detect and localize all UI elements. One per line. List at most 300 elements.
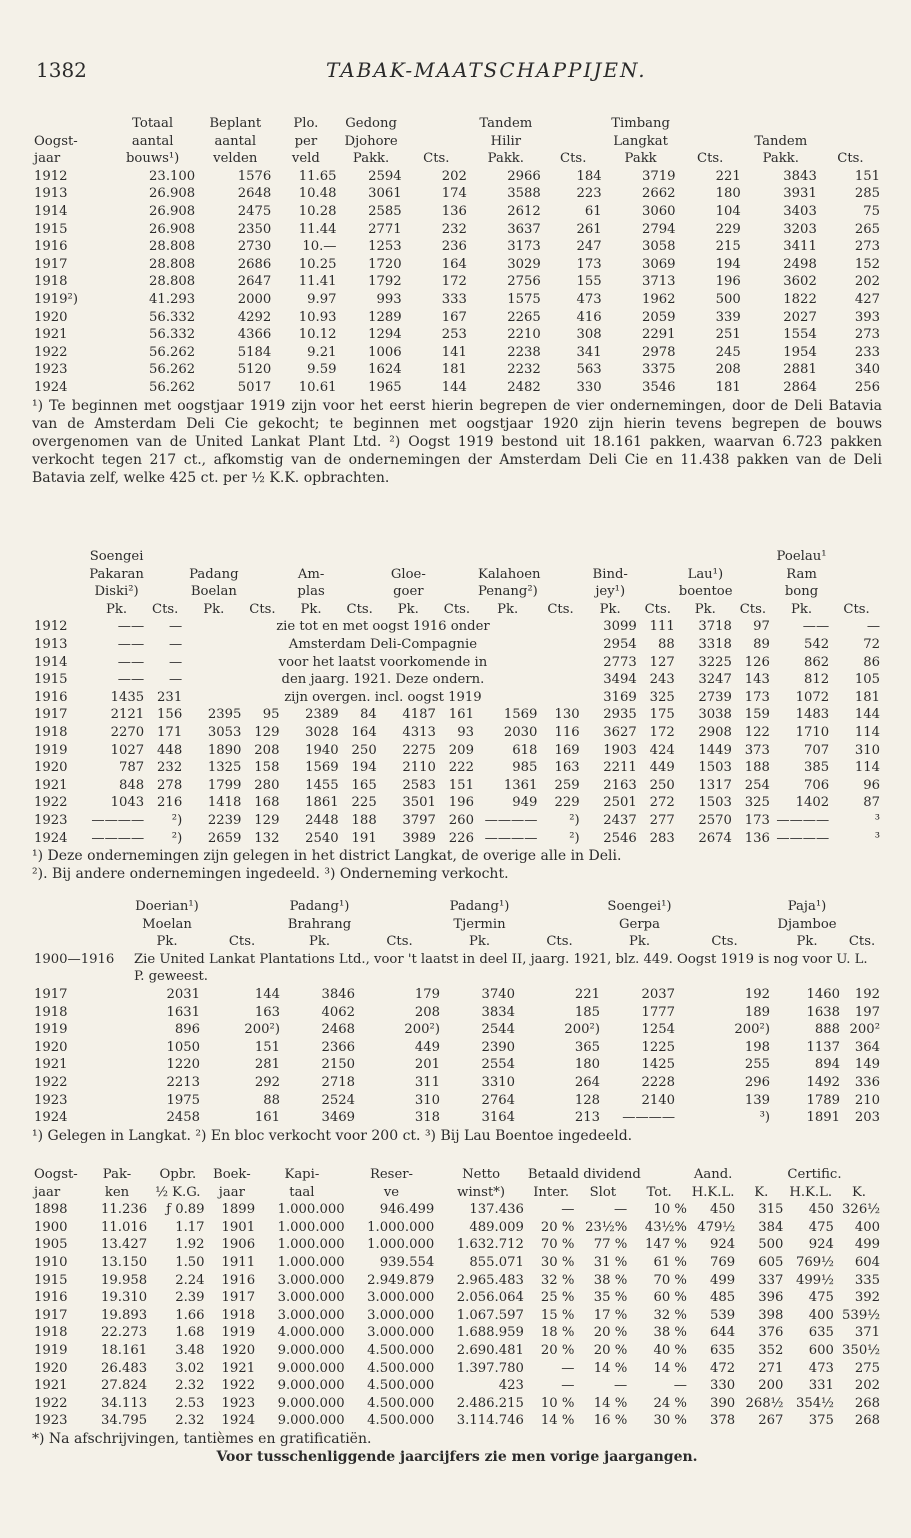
table-cell: 3.000.000 [367, 1307, 435, 1323]
column-header: Pk. [300, 601, 322, 617]
column-header: Paja¹) [787, 899, 827, 914]
table-cell: 163 [254, 1004, 280, 1020]
table-cell: 2238 [507, 344, 541, 360]
table-cell: 40 % [653, 1342, 687, 1358]
table-cell: 3834 [481, 1004, 515, 1020]
table-cell: —— [117, 672, 145, 688]
table-cell: 268 [854, 1413, 880, 1429]
column-header [734, 566, 772, 584]
table-cell: 200²) [564, 1022, 600, 1038]
column-header: Tandem [479, 116, 533, 131]
table-cell: 223 [576, 186, 602, 202]
column-header [842, 898, 882, 916]
table-cell: 769 [710, 1254, 736, 1270]
table-cell: 1.66 [175, 1307, 205, 1323]
table-cell: 2291 [642, 327, 676, 343]
table-cell: 104 [715, 203, 741, 219]
table-cell: 339 [715, 309, 741, 325]
table-cell: 149 [854, 1057, 880, 1073]
table-row [32, 671, 882, 689]
table-cell: 888 [814, 1022, 840, 1038]
column-header: K. [754, 1184, 769, 1200]
table-cell: 89 [753, 636, 770, 652]
table-cell: 2756 [507, 274, 541, 290]
table-cell: 500 [715, 291, 741, 307]
table-cell: 539 [710, 1307, 736, 1323]
table-cell: ƒ 0.89 [166, 1202, 205, 1218]
table-cell: 172 [441, 274, 467, 290]
table-row [32, 706, 882, 724]
table-cell: 56.262 [149, 344, 196, 360]
table-cell: 352 [758, 1342, 784, 1358]
table-cell: 254 [744, 777, 770, 793]
table-cell: 1965 [368, 379, 402, 395]
table-cell: — [561, 1378, 575, 1394]
table-cell: 337 [758, 1272, 784, 1288]
column-header: plas [297, 584, 325, 600]
table-cell: 2030 [503, 724, 538, 740]
table-cell: 354½ [796, 1395, 834, 1411]
table-cell: —— [802, 619, 830, 635]
table-row [32, 1307, 882, 1325]
table-cell: 267 [758, 1413, 784, 1429]
column-header: Langkat [613, 133, 668, 149]
table-cell: 10.93 [298, 309, 337, 325]
column-header: Cts. [346, 601, 373, 617]
column-header: Cts. [644, 601, 671, 617]
table-langkat-estates [32, 548, 882, 847]
column-header: Kapi- [284, 1167, 320, 1182]
column-header [743, 115, 819, 133]
table-cell: 56.262 [149, 362, 196, 378]
row-year: 1919²) [34, 291, 78, 307]
table-cell: 644 [710, 1325, 736, 1341]
table-cell: 175 [649, 707, 675, 723]
table-cell: 1924 [221, 1413, 256, 1429]
table-cell: 232 [441, 221, 467, 237]
row-year: 1917 [34, 1307, 68, 1323]
table-cell: 24 % [653, 1395, 687, 1411]
table-cell: 2.32 [175, 1413, 205, 1429]
column-header [639, 548, 677, 566]
table-cell: 196 [715, 274, 741, 290]
table-cell: 136 [744, 830, 770, 846]
column-header: veld [291, 151, 320, 167]
column-header [734, 548, 772, 566]
table-cell: 1962 [642, 291, 676, 307]
table-cell: 500 [758, 1237, 784, 1253]
table-cell: 38 % [653, 1325, 687, 1341]
column-header [842, 916, 882, 934]
table-cell: 194 [715, 256, 741, 272]
table-row [32, 1377, 882, 1395]
column-header: Pk. [628, 934, 651, 950]
table-row [32, 830, 882, 848]
table-cell: 16 % [593, 1413, 628, 1429]
row-year: 1905 [34, 1237, 68, 1253]
table-cell: 273 [854, 327, 880, 343]
table-cell: 341 [576, 344, 602, 360]
table-cell: 2.949.879 [367, 1272, 435, 1288]
row-year: 1918 [34, 1325, 68, 1341]
row-year: 1921 [34, 327, 68, 343]
page-number: 1382 [36, 58, 87, 82]
table-cell: 84 [359, 707, 377, 723]
table-cell: 200²) [404, 1022, 440, 1038]
table-cell: 3203 [783, 221, 817, 237]
table-cell: 156 [157, 707, 183, 723]
table-cell: 2594 [368, 168, 402, 184]
row-year: 1916 [34, 1290, 68, 1306]
table-cell: ²) [171, 812, 183, 828]
table-cell: 3310 [481, 1074, 515, 1090]
table-row [32, 344, 882, 362]
table-cell: 400 [808, 1307, 834, 1323]
table-cell: 38 % [593, 1272, 628, 1288]
row-year: 1919 [34, 1022, 68, 1038]
table-cell: 3247 [698, 672, 732, 688]
table-cell: 2686 [237, 256, 272, 272]
column-header: Ram [786, 566, 817, 582]
table1-footnote: ¹) Te beginnen met oogstjaar 1919 zijn voor het eerst hierin begrepen de vier ondernemingen, door de Deli Batavia van de Amsterdam Deli Cie gekocht; te beginnen met oogstjaar 1920 zijn hierin tevens begrepen de bouws overgenomen van de United Lankat Plant Ltd. ²) Oogst 1919 bestond uit 18.161 pakken, waarvan 6.723 pakken verkocht tegen 217 ct., afkomstig van de ondernemingen der Amsterdam Deli Cie en 11.438 pakken van de Deli Batavia zelf, welke 425 ct. per ½ K.K. opbrachten. [32, 397, 882, 486]
table-cell: 2546 [603, 830, 637, 846]
table-cell: 475 [808, 1219, 834, 1235]
table-cell: 1.397.780 [456, 1360, 524, 1376]
table-cell: 3.114.746 [456, 1413, 524, 1429]
column-header: Inter. [533, 1184, 570, 1200]
column-header: Totaal [132, 116, 174, 131]
table-cell: 2228 [641, 1074, 675, 1090]
table-cell: 19.893 [100, 1307, 148, 1323]
table-cell: 1220 [166, 1057, 200, 1073]
table-cell: 2662 [642, 186, 676, 202]
table-cell: 3469 [321, 1110, 355, 1126]
table-cell: 2210 [507, 327, 541, 343]
table-cell: 3038 [698, 707, 732, 723]
table-cell: 19.310 [100, 1290, 148, 1306]
table-cell: — [561, 1360, 575, 1376]
column-header: Oogst- [34, 1167, 78, 1182]
column-header: Pk. [203, 601, 225, 617]
table-cell: 2389 [305, 707, 339, 723]
table-row [32, 742, 882, 760]
table-cell: 3637 [507, 221, 541, 237]
column-header: Pakk. [487, 151, 524, 167]
column-header [341, 583, 379, 601]
table-cell: 1792 [368, 274, 402, 290]
table-cell: 144 [441, 379, 467, 395]
row-year: 1915 [34, 1272, 68, 1288]
table-cell: 2612 [507, 203, 541, 219]
table-cell: 350½ [842, 1342, 880, 1358]
table-cell: 1043 [110, 795, 145, 811]
column-header [819, 115, 882, 133]
table-cell: 1253 [368, 239, 402, 255]
column-header: Tjermin [453, 916, 506, 932]
table-cell: 181 [715, 379, 741, 395]
table-cell: 2458 [166, 1110, 200, 1126]
table-cell: 1460 [806, 986, 840, 1002]
column-header: Gerpa [619, 916, 660, 932]
table-cell: 939.554 [379, 1254, 435, 1270]
row-year: 1922 [34, 1074, 68, 1090]
table-cell: 475 [808, 1290, 834, 1306]
table-cell: 9.000.000 [277, 1342, 345, 1358]
table-cell: 231 [157, 689, 183, 705]
column-header: ve [383, 1184, 400, 1200]
table-cell: 1575 [507, 291, 541, 307]
table-row [32, 256, 882, 274]
table-row [32, 777, 882, 795]
column-header [404, 115, 469, 133]
table-cell: 20 % [540, 1342, 575, 1358]
column-header: Poelau¹ [776, 549, 827, 564]
table-cell: 2350 [237, 221, 272, 237]
column-header [677, 548, 734, 566]
table-cell: 1027 [110, 742, 145, 758]
row-year: 1916 [34, 239, 68, 255]
table-cell: 376 [758, 1325, 784, 1341]
table-cell: 137.436 [469, 1202, 524, 1218]
table-cell: 116 [554, 724, 580, 740]
header-row [32, 601, 882, 619]
table-cell: 168 [254, 795, 280, 811]
column-header: Pakk. [352, 151, 390, 167]
table-cell: 23.100 [149, 168, 196, 184]
table-cell: 216 [157, 795, 183, 811]
table-cell: 215 [715, 239, 741, 255]
column-header [32, 548, 87, 566]
header-row [32, 566, 882, 584]
table-cell: 1789 [806, 1092, 840, 1108]
table-cell: 129 [254, 724, 280, 740]
table-cell: 400 [854, 1219, 880, 1235]
table-cell: 499½ [796, 1272, 834, 1288]
column-header: Bind- [592, 566, 628, 582]
table-cell: 1916 [221, 1272, 256, 1288]
table-cell: 1492 [806, 1074, 840, 1090]
table-cell: 208 [414, 1004, 440, 1020]
running-header [36, 58, 876, 88]
table-cell: 27.824 [100, 1378, 148, 1394]
table-cell: 393 [854, 309, 880, 325]
table-cell: 127 [649, 654, 675, 670]
column-header: Cts. [546, 934, 573, 950]
table-cell: 189 [744, 1004, 770, 1020]
table-cell: 32 % [653, 1307, 687, 1323]
table-cell: 3.48 [175, 1342, 205, 1358]
table-cell: 373 [744, 742, 770, 758]
table-cell: 2232 [507, 362, 541, 378]
row-year: 1922 [34, 795, 68, 811]
table-cell: 2.24 [175, 1272, 205, 1288]
table-cell: 2908 [698, 724, 732, 740]
column-header: Soengei¹) [607, 899, 672, 914]
table-cell: 3.02 [175, 1360, 205, 1376]
table-cell: 15 % [540, 1307, 575, 1323]
table-cell: 1903 [603, 742, 637, 758]
table-cell: 10.— [302, 239, 337, 255]
column-header: Cts. [228, 934, 256, 950]
column-header: per [294, 133, 318, 149]
table-row [32, 291, 882, 309]
table-cell: 2.965.483 [456, 1272, 524, 1288]
column-header: Cts. [443, 601, 471, 617]
table-cell: 278 [157, 777, 183, 793]
column-header: jey¹) [595, 584, 626, 600]
column-header [539, 583, 581, 601]
table-cell: 924 [808, 1237, 834, 1253]
table-cell: 2395 [207, 707, 242, 723]
table-cell: 139 [744, 1092, 770, 1108]
table-cell: 326½ [842, 1202, 880, 1218]
column-header: Oogst- [34, 133, 78, 149]
column-header [341, 548, 379, 566]
table-cell: ²) [569, 812, 580, 828]
column-header: Pk. [397, 601, 419, 617]
table-cell: 277 [649, 812, 675, 828]
table-langkat-estates-2 [32, 898, 882, 1127]
column-header: Djohore [344, 133, 398, 149]
table-cell: — [169, 672, 183, 688]
table-row [32, 1254, 882, 1272]
table-cell: ———— [484, 830, 538, 846]
table-cell: 229 [554, 795, 580, 811]
table-cell: 10.12 [298, 327, 337, 343]
table-cell: 2966 [507, 168, 541, 184]
column-header [831, 566, 882, 584]
table-cell: 985 [512, 760, 538, 776]
table-cell: 26.483 [100, 1360, 148, 1376]
table-cell: 77 % [593, 1237, 628, 1253]
table-cell: 126 [744, 654, 770, 670]
table-cell: 2794 [642, 221, 676, 237]
table-cell: 221 [715, 168, 741, 184]
table-cell: 23½% [585, 1219, 628, 1235]
running-title: TABAK-MAATSCHAPPIJEN. [326, 58, 647, 82]
table-cell: 56.262 [149, 379, 196, 395]
table-cell: 1.000.000 [277, 1219, 345, 1235]
table-row [32, 724, 882, 742]
column-header [737, 1166, 785, 1184]
table-cell: 2037 [641, 986, 675, 1002]
table-cell: 30 % [653, 1413, 687, 1429]
table-cell: 236 [441, 239, 467, 255]
table-row [32, 379, 882, 397]
column-header [539, 548, 581, 566]
table-cell: 378 [710, 1413, 736, 1429]
table-cell: 28.808 [149, 239, 196, 255]
header-row [32, 583, 882, 601]
table-cell: 232 [157, 760, 183, 776]
column-header [639, 583, 677, 601]
table-cell: 1254 [641, 1022, 675, 1038]
column-header: Padang [189, 566, 239, 582]
table-cell: 1919 [221, 1325, 256, 1341]
table-cell: 243 [649, 672, 675, 688]
column-header: Hilir [490, 133, 522, 149]
table-cell: 2881 [783, 362, 817, 378]
table-row [32, 273, 882, 291]
table-cell: 2.32 [175, 1378, 205, 1394]
table-cell: 11.016 [100, 1219, 148, 1235]
table-cell: 384 [758, 1219, 784, 1235]
table-row [32, 1342, 882, 1360]
table-cell: 61 % [653, 1254, 687, 1270]
column-header [734, 583, 772, 601]
table-row [32, 1074, 882, 1092]
table-cell: 489.009 [469, 1219, 524, 1235]
table-cell: 14 % [653, 1360, 687, 1376]
table-cell: 1710 [795, 724, 830, 740]
row-year: 1917 [34, 256, 68, 272]
column-header: Pakaran [89, 566, 144, 582]
column-header [517, 898, 602, 916]
column-header: Cts. [843, 601, 870, 617]
table-cell: 1777 [641, 1004, 675, 1020]
table-row [32, 951, 882, 986]
table-cell: 1.632.712 [456, 1237, 524, 1253]
table-cell: 32 % [540, 1272, 575, 1288]
table-cell: 18.161 [100, 1342, 148, 1358]
table-cell: 164 [351, 724, 377, 740]
table-row [32, 654, 882, 672]
table-cell: 3501 [402, 795, 436, 811]
table-cell: 41.293 [149, 291, 196, 307]
table-cell: 2498 [783, 256, 817, 272]
table-cell: 485 [710, 1290, 736, 1306]
table-cell: 949 [512, 795, 538, 811]
table-cell: 10 % [540, 1395, 575, 1411]
row-year: 1915 [34, 672, 68, 688]
table-cell: 1402 [795, 795, 830, 811]
column-header: jaar [218, 1184, 245, 1200]
table-cell: 4.500.000 [367, 1378, 435, 1394]
table-cell: 1720 [368, 256, 402, 272]
column-header: Pak- [102, 1167, 132, 1182]
table-cell: 174 [441, 186, 467, 202]
table-cell: 1503 [698, 760, 732, 776]
table-cell: 13.150 [100, 1254, 148, 1270]
table-cell: 181 [441, 362, 467, 378]
table-cell: 18 % [540, 1325, 575, 1341]
column-header: velden [213, 151, 258, 167]
table-cell: 1361 [503, 777, 538, 793]
table-cell: 96 [863, 777, 880, 793]
table-cell: 325 [744, 795, 770, 811]
table-cell: — [614, 1202, 628, 1218]
header-row [32, 115, 882, 133]
table-cell: 9.000.000 [277, 1395, 345, 1411]
table-cell: 4366 [237, 327, 272, 343]
table-cell: 600 [808, 1342, 834, 1358]
table-row [32, 1201, 882, 1219]
column-header: aantal [214, 133, 257, 149]
table-cell: 4.500.000 [367, 1342, 435, 1358]
table-row [32, 168, 882, 186]
row-year: 1924 [34, 830, 68, 846]
table-cell: 2.53 [175, 1395, 205, 1411]
table-cell: 200²) [244, 1022, 280, 1038]
table-row [32, 309, 882, 327]
table-cell: 26.908 [149, 186, 196, 202]
column-header: K. [851, 1184, 866, 1200]
column-header: Pk. [790, 601, 813, 617]
table-cell: 769½ [796, 1254, 834, 1270]
column-header [438, 566, 476, 584]
table-cell: 315 [758, 1202, 784, 1218]
table-cell: 268 [854, 1395, 880, 1411]
